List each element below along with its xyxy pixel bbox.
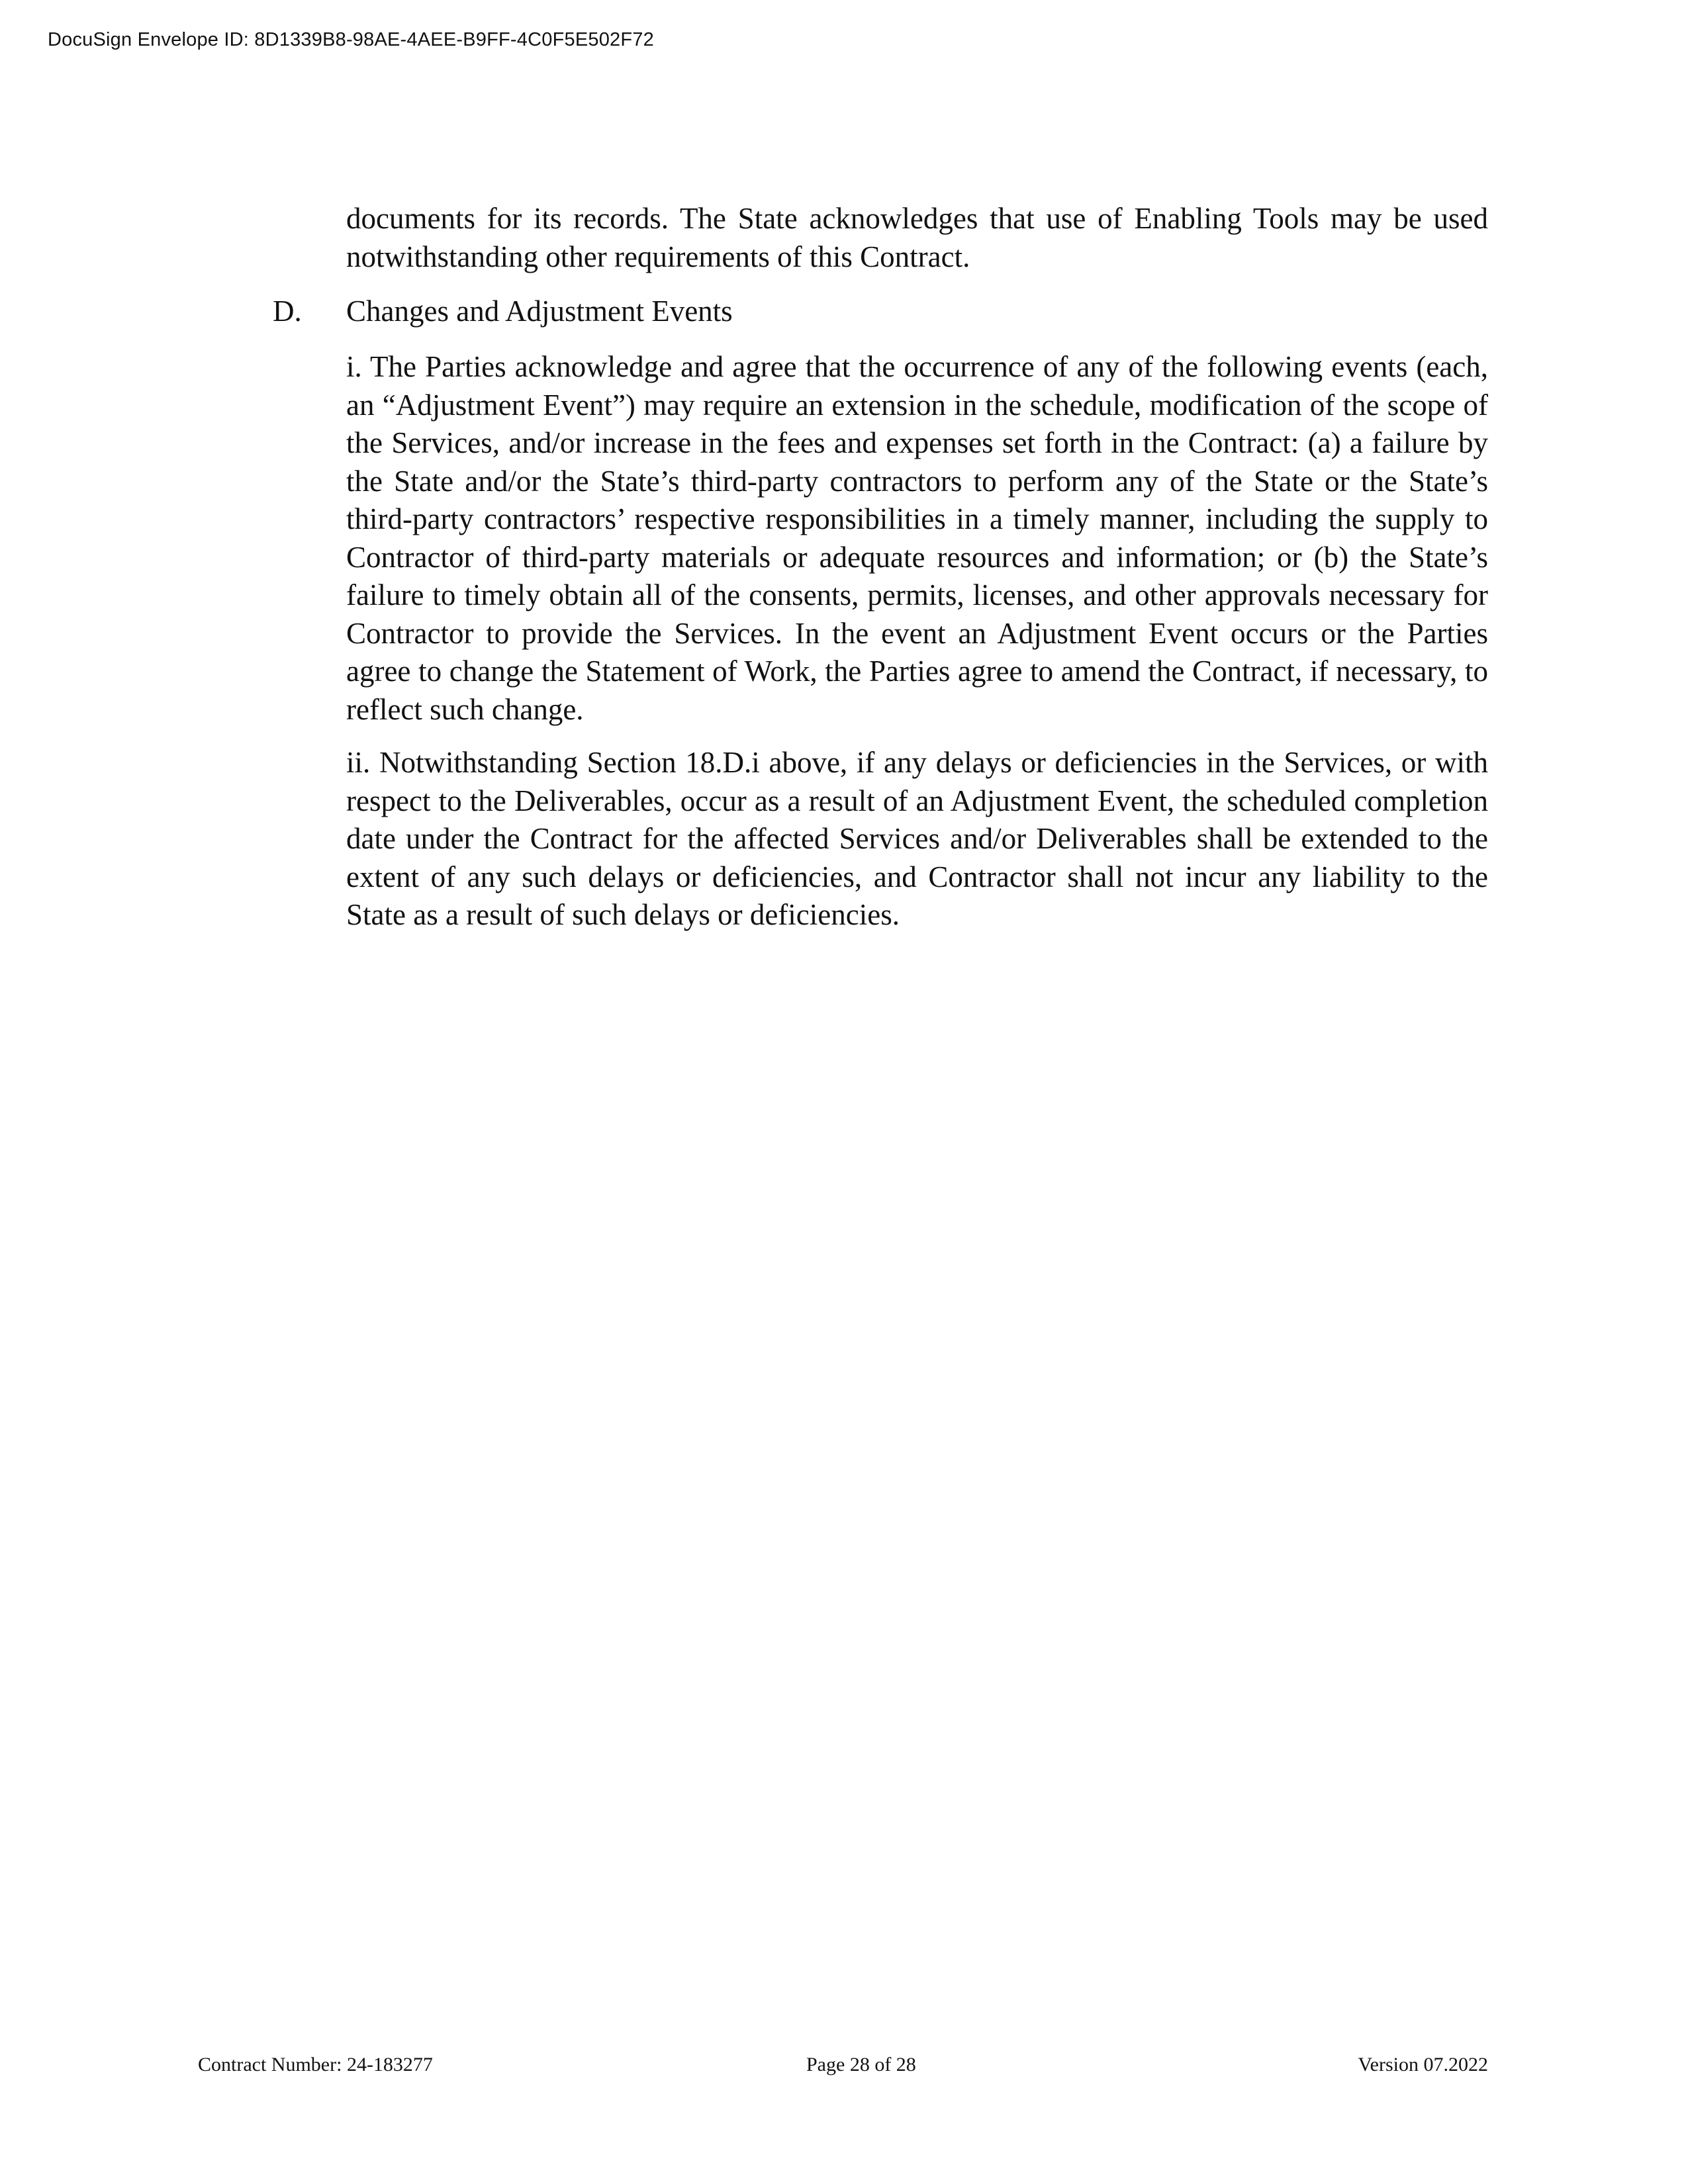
- section-letter: D.: [273, 295, 302, 328]
- section-heading: Changes and Adjustment Events: [346, 295, 733, 328]
- paragraph-ii: ii. Notwithstanding Section 18.D.i above, if any delays or deficiencies in the Services, or with respect to the Deliverables, occur as a result of an Adjustment Event, the scheduled completion date under the Contract for the affected Services and/or Deliverables shall be extended to the extent of any such delays or deficiencies, and Contractor shall not incur any liability to the State as a result of such delays or deficiencies.: [346, 746, 1488, 931]
- paragraph-i: i. The Parties acknowledge and agree that the occurrence of any of the following events (each, an “Adjustment Event”) may require an extension in the schedule, modification of the scope of the Services, and/or increase in the fees and expenses set forth in the Contract: (a) a failure by the State and/or the State’s third-party contractors to perform any of the State or the State’s third-party contractors’ respective responsibilities in a timely manner, including the supply to Contractor of third-party materials or adequate resources and information; or (b) the State’s failure to timely obtain all of the consents, permits, licenses, and other approvals necessary for Contractor to provide the Services. In the event an Adjustment Event occurs or the Parties agree to change the Statement of Work, the Parties agree to amend the Contract, if necessary, to reflect such change.: [346, 350, 1488, 726]
- envelope-id: DocuSign Envelope ID: 8D1339B8-98AE-4AEE-B9FF-4C0F5E502F72: [48, 29, 654, 50]
- footer-version: Version 07.2022: [1358, 2054, 1488, 2075]
- section-d-heading-row: [273, 293, 1488, 331]
- footer-page-number: Page 28 of 28: [806, 2054, 916, 2075]
- footer-contract-number: Contract Number: 24-183277: [198, 2054, 433, 2075]
- continued-paragraph: documents for its records. The State acknowledges that use of Enabling Tools may be used notwithstanding other requirements of this Contract.: [346, 202, 1488, 273]
